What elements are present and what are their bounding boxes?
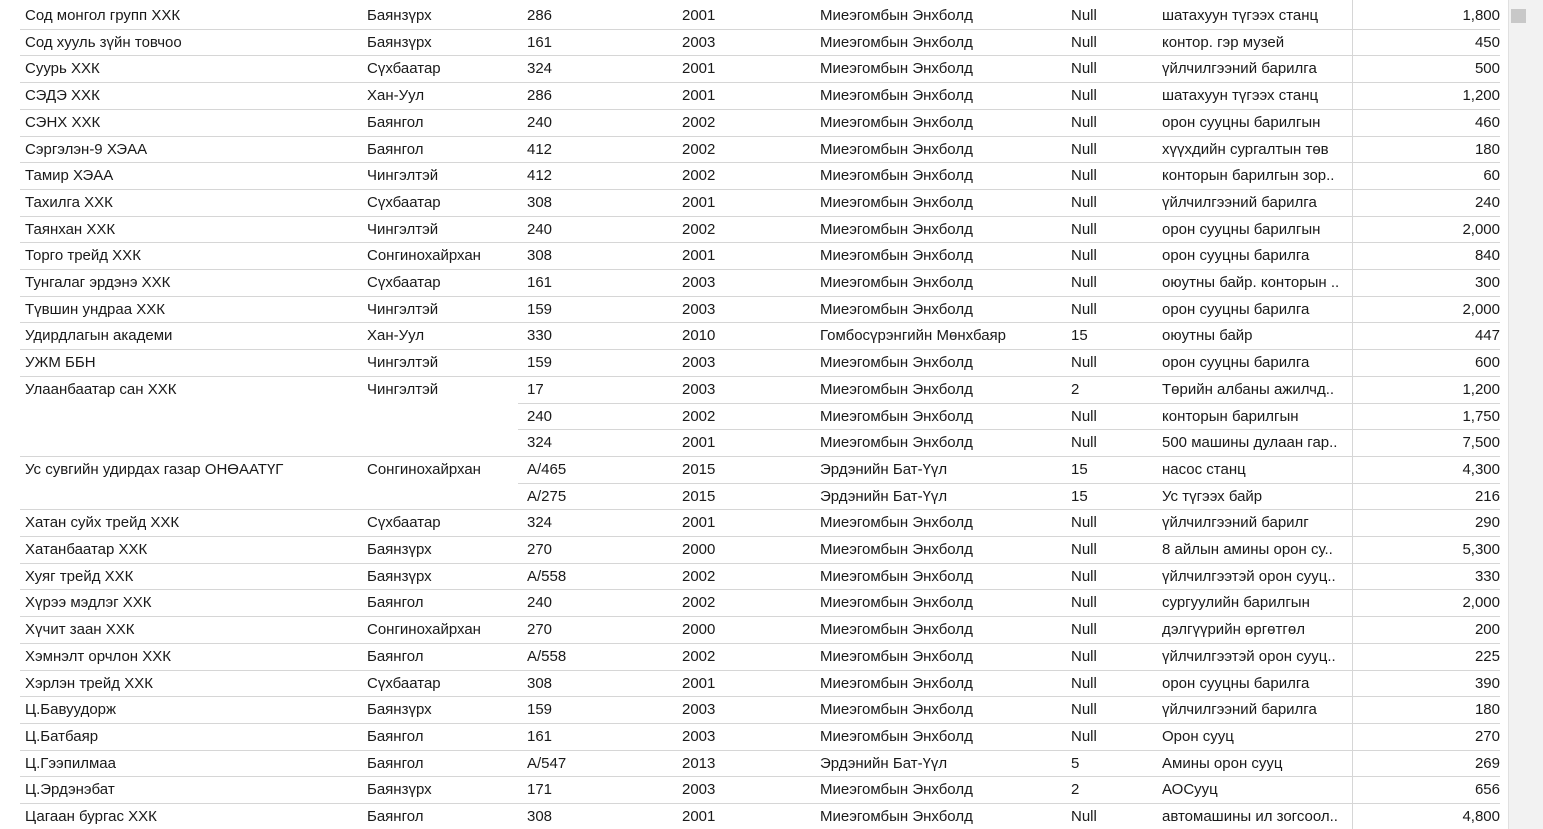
- company-name-cell[interactable]: Хэрлэн трейд ХХК: [25, 674, 153, 692]
- amount-cell[interactable]: 300: [1474, 274, 1500, 291]
- amount-cell[interactable]: 2,000: [1462, 594, 1500, 612]
- year-cell[interactable]: 2002: [682, 220, 716, 238]
- district-cell[interactable]: Баянгол: [367, 594, 424, 612]
- number-cell[interactable]: 17: [527, 380, 544, 398]
- amount-cell[interactable]: 330: [1474, 567, 1500, 585]
- description-cell[interactable]: насос станц: [1162, 460, 1246, 478]
- description-cell[interactable]: үйлчилгээний барилга: [1162, 701, 1317, 719]
- amount-cell[interactable]: 7,500: [1462, 434, 1500, 452]
- company-name-cell[interactable]: СЭДЭ ХХК: [25, 87, 100, 105]
- district-cell[interactable]: Сүхбаатар: [367, 514, 441, 532]
- description-cell[interactable]: шатахуун түгээх станц: [1162, 87, 1319, 105]
- description-cell[interactable]: орон сууцны барилга: [1162, 247, 1310, 265]
- person-cell[interactable]: Миеэгомбын Энхболд: [820, 727, 973, 745]
- description-cell[interactable]: үйлчилгээний барилга: [1162, 193, 1317, 211]
- number-cell[interactable]: 240: [527, 113, 553, 131]
- code-cell[interactable]: Null: [1071, 701, 1097, 719]
- person-cell[interactable]: Миеэгомбын Энхболд: [820, 594, 973, 612]
- person-cell[interactable]: Эрдэнийн Бат-Үүл: [820, 487, 948, 505]
- table-row[interactable]: [0, 564, 1508, 591]
- company-name-cell[interactable]: Түвшин ундраа ХХК: [25, 300, 165, 318]
- number-cell[interactable]: 240: [527, 594, 553, 612]
- amount-cell[interactable]: 180: [1474, 140, 1500, 158]
- district-cell[interactable]: Сүхбаатар: [367, 193, 441, 211]
- district-cell[interactable]: Баянгол: [367, 808, 424, 825]
- year-cell[interactable]: 2002: [682, 647, 716, 665]
- code-cell[interactable]: Null: [1071, 354, 1097, 372]
- code-cell[interactable]: Null: [1071, 727, 1097, 745]
- number-cell[interactable]: 286: [527, 87, 553, 105]
- person-cell[interactable]: Миеэгомбын Энхболд: [820, 140, 973, 158]
- company-name-cell[interactable]: Хуяг трейд ХХК: [25, 567, 134, 585]
- table-row[interactable]: [0, 671, 1508, 698]
- person-cell[interactable]: Миеэгомбын Энхболд: [820, 621, 973, 639]
- amount-cell[interactable]: 270: [1474, 727, 1500, 745]
- table-row[interactable]: [0, 270, 1508, 297]
- number-cell[interactable]: 159: [527, 300, 553, 318]
- number-cell[interactable]: А/558: [527, 567, 567, 585]
- amount-cell[interactable]: 200: [1474, 621, 1500, 639]
- number-cell[interactable]: 171: [527, 781, 553, 799]
- table-row[interactable]: [0, 697, 1508, 724]
- year-cell[interactable]: 2001: [682, 7, 716, 24]
- amount-cell[interactable]: 290: [1474, 514, 1500, 532]
- number-cell[interactable]: 240: [527, 220, 553, 238]
- number-cell[interactable]: 324: [527, 434, 553, 452]
- district-cell[interactable]: Баянзүрх: [367, 33, 432, 51]
- amount-cell[interactable]: 600: [1474, 354, 1500, 372]
- code-cell[interactable]: Null: [1071, 193, 1097, 211]
- amount-cell[interactable]: 1,750: [1462, 407, 1500, 425]
- number-cell[interactable]: А/465: [527, 460, 567, 478]
- person-cell[interactable]: Миеэгомбын Энхболд: [820, 274, 973, 291]
- amount-cell[interactable]: 390: [1474, 674, 1500, 692]
- year-cell[interactable]: 2010: [682, 327, 716, 345]
- table-row[interactable]: [0, 163, 1508, 190]
- code-cell[interactable]: Null: [1071, 140, 1097, 158]
- district-cell[interactable]: Баянзүрх: [367, 701, 432, 719]
- table-row[interactable]: [0, 350, 1508, 377]
- district-cell[interactable]: Баянзүрх: [367, 781, 432, 799]
- year-cell[interactable]: 2003: [682, 380, 716, 398]
- person-cell[interactable]: Эрдэнийн Бат-Үүл: [820, 754, 948, 772]
- company-name-cell[interactable]: Суурь ХХК: [25, 60, 100, 78]
- district-cell[interactable]: [367, 404, 517, 431]
- company-name-cell[interactable]: УЖМ ББН: [25, 354, 96, 372]
- person-cell[interactable]: Миеэгомбын Энхболд: [820, 514, 973, 532]
- year-cell[interactable]: 2001: [682, 247, 716, 265]
- amount-cell[interactable]: 216: [1474, 487, 1500, 505]
- company-name-cell[interactable]: Улаанбаатар сан ХХК: [25, 380, 177, 398]
- table-row[interactable]: [0, 777, 1508, 804]
- company-name-cell[interactable]: Хатанбаатар ХХК: [25, 541, 148, 558]
- company-name-cell[interactable]: Хүрээ мэдлэг ХХК: [25, 594, 152, 612]
- description-cell[interactable]: 8 айлын амины орон су..: [1162, 541, 1333, 558]
- number-cell[interactable]: 159: [527, 354, 553, 372]
- company-name-cell[interactable]: [25, 404, 360, 431]
- person-cell[interactable]: Миеэгомбын Энхболд: [820, 87, 973, 105]
- person-cell[interactable]: Миеэгомбын Энхболд: [820, 701, 973, 719]
- year-cell[interactable]: 2003: [682, 727, 716, 745]
- person-cell[interactable]: Миеэгомбын Энхболд: [820, 247, 973, 265]
- person-cell[interactable]: Миеэгомбын Энхболд: [820, 7, 973, 24]
- code-cell[interactable]: 2: [1071, 781, 1080, 799]
- company-name-cell[interactable]: Сод монгол групп ХХК: [25, 7, 181, 24]
- table-row[interactable]: [0, 137, 1508, 164]
- amount-cell[interactable]: 60: [1483, 167, 1500, 185]
- person-cell[interactable]: Миеэгомбын Энхболд: [820, 541, 973, 558]
- year-cell[interactable]: 2002: [682, 113, 716, 131]
- description-cell[interactable]: орон сууцны барилгын: [1162, 113, 1321, 131]
- amount-cell[interactable]: 269: [1474, 754, 1500, 772]
- person-cell[interactable]: Миеэгомбын Энхболд: [820, 434, 973, 452]
- description-cell[interactable]: орон сууцны барилга: [1162, 300, 1310, 318]
- year-cell[interactable]: 2013: [682, 754, 716, 772]
- company-name-cell[interactable]: [25, 430, 360, 457]
- amount-cell[interactable]: 2,000: [1462, 300, 1500, 318]
- code-cell[interactable]: Null: [1071, 274, 1097, 291]
- code-cell[interactable]: Null: [1071, 674, 1097, 692]
- person-cell[interactable]: Миеэгомбын Энхболд: [820, 674, 973, 692]
- company-name-cell[interactable]: Таянхан ХХК: [25, 220, 116, 238]
- company-name-cell[interactable]: Ц.Батбаяр: [25, 727, 99, 745]
- year-cell[interactable]: 2001: [682, 193, 716, 211]
- scrollbar-thumb[interactable]: [1511, 9, 1526, 23]
- description-cell[interactable]: оюутны байр. конторын ..: [1162, 274, 1340, 291]
- amount-cell[interactable]: 460: [1474, 113, 1500, 131]
- company-name-cell[interactable]: Цагаан бургас ХХК: [25, 808, 157, 825]
- table-row[interactable]: [0, 3, 1508, 30]
- code-cell[interactable]: 2: [1071, 380, 1080, 398]
- person-cell[interactable]: Миеэгомбын Энхболд: [820, 60, 973, 78]
- year-cell[interactable]: 2000: [682, 621, 716, 639]
- table-row[interactable]: [0, 323, 1508, 350]
- company-name-cell[interactable]: Ц.Эрдэнэбат: [25, 781, 115, 799]
- year-cell[interactable]: 2000: [682, 541, 716, 558]
- description-cell[interactable]: сургуулийн барилгын: [1162, 594, 1310, 612]
- company-name-cell[interactable]: Торго трейд ХХК: [25, 247, 141, 265]
- number-cell[interactable]: 412: [527, 167, 553, 185]
- year-cell[interactable]: 2001: [682, 674, 716, 692]
- company-name-cell[interactable]: Хэмнэлт орчлон ХХК: [25, 647, 172, 665]
- description-cell[interactable]: Төрийн албаны ажилчд..: [1162, 380, 1335, 398]
- year-cell[interactable]: 2001: [682, 87, 716, 105]
- person-cell[interactable]: Миеэгомбын Энхболд: [820, 33, 973, 51]
- district-cell[interactable]: Баянгол: [367, 727, 424, 745]
- person-cell[interactable]: Миеэгомбын Энхболд: [820, 567, 973, 585]
- year-cell[interactable]: 2003: [682, 781, 716, 799]
- number-cell[interactable]: 159: [527, 701, 553, 719]
- amount-cell[interactable]: 2,000: [1462, 220, 1500, 238]
- code-cell[interactable]: Null: [1071, 33, 1097, 51]
- description-cell[interactable]: үйлчилгээтэй орон сууц..: [1162, 567, 1336, 585]
- description-cell[interactable]: автомашины ил зогсоол..: [1162, 808, 1338, 825]
- code-cell[interactable]: Null: [1071, 567, 1097, 585]
- number-cell[interactable]: 330: [527, 327, 553, 345]
- code-cell[interactable]: Null: [1071, 647, 1097, 665]
- amount-cell[interactable]: 4,300: [1462, 460, 1500, 478]
- district-cell[interactable]: Хан-Уул: [367, 87, 425, 105]
- number-cell[interactable]: 240: [527, 407, 553, 425]
- description-cell[interactable]: Ус түгээх байр: [1162, 487, 1263, 505]
- table-row[interactable]: [0, 804, 1508, 829]
- number-cell[interactable]: 308: [527, 193, 553, 211]
- district-cell[interactable]: Чингэлтэй: [367, 167, 439, 185]
- table-row[interactable]: [0, 217, 1508, 244]
- table-row[interactable]: [0, 56, 1508, 83]
- number-cell[interactable]: 286: [527, 7, 553, 24]
- number-cell[interactable]: А/275: [527, 487, 567, 505]
- code-cell[interactable]: Null: [1071, 541, 1097, 558]
- table-row[interactable]: [0, 537, 1508, 564]
- district-cell[interactable]: Баянгол: [367, 754, 424, 772]
- table-row[interactable]: [0, 30, 1508, 57]
- description-cell[interactable]: дэлгүүрийн өргөтгөл: [1162, 621, 1305, 639]
- table-row[interactable]: [0, 190, 1508, 217]
- number-cell[interactable]: 270: [527, 541, 553, 558]
- person-cell[interactable]: Миеэгомбын Энхболд: [820, 193, 973, 211]
- code-cell[interactable]: 15: [1071, 327, 1088, 345]
- district-cell[interactable]: Баянгол: [367, 113, 424, 131]
- year-cell[interactable]: 2003: [682, 274, 716, 291]
- amount-cell[interactable]: 5,300: [1462, 541, 1500, 558]
- district-cell[interactable]: Чингэлтэй: [367, 220, 439, 238]
- amount-cell[interactable]: 656: [1474, 781, 1500, 799]
- number-cell[interactable]: 308: [527, 247, 553, 265]
- amount-cell[interactable]: 225: [1474, 647, 1500, 665]
- amount-cell[interactable]: 4,800: [1462, 808, 1500, 825]
- description-cell[interactable]: хүүхдийн сургалтын төв: [1162, 140, 1329, 158]
- year-cell[interactable]: 2003: [682, 33, 716, 51]
- year-cell[interactable]: 2001: [682, 60, 716, 78]
- year-cell[interactable]: 2015: [682, 460, 716, 478]
- table-row[interactable]: [0, 724, 1508, 751]
- table-row[interactable]: [0, 83, 1508, 110]
- code-cell[interactable]: Null: [1071, 407, 1097, 425]
- table-row[interactable]: [0, 644, 1508, 671]
- amount-cell[interactable]: 240: [1474, 193, 1500, 211]
- table-row[interactable]: [0, 430, 1508, 457]
- code-cell[interactable]: Null: [1071, 167, 1097, 185]
- code-cell[interactable]: Null: [1071, 7, 1097, 24]
- company-name-cell[interactable]: СЭНХ ХХК: [25, 113, 101, 131]
- district-cell[interactable]: Сонгинохайрхан: [367, 247, 481, 265]
- description-cell[interactable]: орон сууцны барилгын: [1162, 220, 1321, 238]
- district-cell[interactable]: Сонгинохайрхан: [367, 460, 481, 478]
- number-cell[interactable]: А/547: [527, 754, 567, 772]
- code-cell[interactable]: Null: [1071, 594, 1097, 612]
- table-row[interactable]: [0, 484, 1508, 511]
- year-cell[interactable]: 2002: [682, 407, 716, 425]
- year-cell[interactable]: 2002: [682, 167, 716, 185]
- column-divider: [1352, 0, 1353, 829]
- year-cell[interactable]: 2001: [682, 434, 716, 452]
- person-cell[interactable]: Эрдэнийн Бат-Үүл: [820, 460, 948, 478]
- number-cell[interactable]: 324: [527, 60, 553, 78]
- company-name-cell[interactable]: Тахилга ХХК: [25, 193, 113, 211]
- description-cell[interactable]: Орон сууц: [1162, 727, 1234, 745]
- district-cell[interactable]: Баянзүрх: [367, 7, 432, 24]
- company-name-cell[interactable]: Хатан суйх трейд ХХК: [25, 514, 180, 532]
- code-cell[interactable]: Null: [1071, 113, 1097, 131]
- person-cell[interactable]: Миеэгомбын Энхболд: [820, 781, 973, 799]
- amount-cell[interactable]: 1,200: [1462, 380, 1500, 398]
- table-row[interactable]: [0, 110, 1508, 137]
- district-cell[interactable]: Чингэлтэй: [367, 380, 439, 398]
- description-cell[interactable]: үйлчилгээний барилга: [1162, 60, 1317, 78]
- number-cell[interactable]: 270: [527, 621, 553, 639]
- person-cell[interactable]: Гомбосүрэнгийн Мөнхбаяр: [820, 327, 1007, 345]
- description-cell[interactable]: 500 машины дулаан гар..: [1162, 434, 1338, 452]
- district-cell[interactable]: Хан-Уул: [367, 327, 425, 345]
- table-row[interactable]: [0, 590, 1508, 617]
- description-cell[interactable]: үйлчилгээний барилг: [1162, 514, 1309, 532]
- number-cell[interactable]: 308: [527, 808, 553, 825]
- year-cell[interactable]: 2002: [682, 594, 716, 612]
- code-cell[interactable]: Null: [1071, 87, 1097, 105]
- company-name-cell[interactable]: Сод хууль зүйн товчоо: [25, 33, 182, 51]
- table-row[interactable]: [0, 510, 1508, 537]
- person-cell[interactable]: Миеэгомбын Энхболд: [820, 647, 973, 665]
- description-cell[interactable]: конторын барилгын зор..: [1162, 167, 1335, 185]
- company-name-cell[interactable]: Ус сувгийн удирдах газар ОНӨААТҮГ: [25, 460, 284, 478]
- code-cell[interactable]: Null: [1071, 514, 1097, 532]
- amount-cell[interactable]: 447: [1474, 327, 1500, 345]
- company-name-cell[interactable]: Тунгалаг эрдэнэ ХХК: [25, 274, 171, 291]
- amount-cell[interactable]: 180: [1474, 701, 1500, 719]
- description-cell[interactable]: үйлчилгээтэй орон сууц..: [1162, 647, 1336, 665]
- district-cell[interactable]: Баянзүрх: [367, 567, 432, 585]
- code-cell[interactable]: 15: [1071, 487, 1088, 505]
- person-cell[interactable]: Миеэгомбын Энхболд: [820, 354, 973, 372]
- company-name-cell[interactable]: Ц.Гээпилмаа: [25, 754, 116, 772]
- code-cell[interactable]: Null: [1071, 300, 1097, 318]
- district-cell[interactable]: Баянгол: [367, 140, 424, 158]
- number-cell[interactable]: 324: [527, 514, 553, 532]
- district-cell[interactable]: Сүхбаатар: [367, 60, 441, 78]
- district-cell[interactable]: [367, 484, 517, 511]
- code-cell[interactable]: Null: [1071, 808, 1097, 825]
- description-cell[interactable]: орон сууцны барилга: [1162, 674, 1310, 692]
- district-cell[interactable]: Чингэлтэй: [367, 300, 439, 318]
- description-cell[interactable]: орон сууцны барилга: [1162, 354, 1310, 372]
- code-cell[interactable]: 5: [1071, 754, 1080, 772]
- company-name-cell[interactable]: Ц.Бавуудорж: [25, 701, 117, 719]
- year-cell[interactable]: 2003: [682, 300, 716, 318]
- table-row[interactable]: [0, 457, 1508, 484]
- company-name-cell[interactable]: Тамир ХЭАА: [25, 167, 114, 185]
- person-cell[interactable]: Миеэгомбын Энхболд: [820, 380, 973, 398]
- description-cell[interactable]: конторын барилгын: [1162, 407, 1299, 425]
- year-cell[interactable]: 2003: [682, 354, 716, 372]
- district-cell[interactable]: Баянгол: [367, 647, 424, 665]
- description-cell[interactable]: оюутны байр: [1162, 327, 1253, 345]
- code-cell[interactable]: Null: [1071, 621, 1097, 639]
- table-row[interactable]: [0, 297, 1508, 324]
- amount-cell[interactable]: 450: [1474, 33, 1500, 51]
- person-cell[interactable]: Миеэгомбын Энхболд: [820, 300, 973, 318]
- number-cell[interactable]: 161: [527, 33, 553, 51]
- district-cell[interactable]: Сонгинохайрхан: [367, 621, 481, 639]
- table-row[interactable]: [0, 751, 1508, 778]
- code-cell[interactable]: Null: [1071, 247, 1097, 265]
- year-cell[interactable]: 2002: [682, 140, 716, 158]
- code-cell[interactable]: Null: [1071, 220, 1097, 238]
- company-name-cell[interactable]: Удирдлагын академи: [25, 327, 173, 345]
- amount-cell[interactable]: 1,800: [1462, 7, 1500, 24]
- code-cell[interactable]: Null: [1071, 60, 1097, 78]
- year-cell[interactable]: 2003: [682, 701, 716, 719]
- company-name-cell[interactable]: Сэргэлэн-9 ХЭАА: [25, 140, 148, 158]
- number-cell[interactable]: 161: [527, 274, 553, 291]
- description-cell[interactable]: шатахуун түгээх станц: [1162, 7, 1319, 24]
- table-row[interactable]: [0, 243, 1508, 270]
- company-name-cell[interactable]: Хүчит заан ХХК: [25, 621, 135, 639]
- year-cell[interactable]: 2001: [682, 514, 716, 532]
- code-cell[interactable]: Null: [1071, 434, 1097, 452]
- year-cell[interactable]: 2015: [682, 487, 716, 505]
- amount-cell[interactable]: 500: [1474, 60, 1500, 78]
- table-row[interactable]: [0, 617, 1508, 644]
- description-cell[interactable]: Амины орон сууц: [1162, 754, 1283, 772]
- description-cell[interactable]: АОСууц: [1162, 781, 1218, 799]
- person-cell[interactable]: Миеэгомбын Энхболд: [820, 167, 973, 185]
- amount-cell[interactable]: 840: [1474, 247, 1500, 265]
- person-cell[interactable]: Миеэгомбын Энхболд: [820, 220, 973, 238]
- table-row[interactable]: [0, 404, 1508, 431]
- district-cell[interactable]: Сүхбаатар: [367, 674, 441, 692]
- company-name-cell[interactable]: [25, 484, 360, 511]
- amount-cell[interactable]: 1,200: [1462, 87, 1500, 105]
- district-cell[interactable]: Сүхбаатар: [367, 274, 441, 291]
- number-cell[interactable]: 308: [527, 674, 553, 692]
- number-cell[interactable]: 412: [527, 140, 553, 158]
- number-cell[interactable]: А/558: [527, 647, 567, 665]
- person-cell[interactable]: Миеэгомбын Энхболд: [820, 808, 973, 825]
- code-cell[interactable]: 15: [1071, 460, 1088, 478]
- vertical-scrollbar[interactable]: [1508, 0, 1543, 829]
- district-cell[interactable]: Чингэлтэй: [367, 354, 439, 372]
- district-cell[interactable]: Баянзүрх: [367, 541, 432, 558]
- district-cell[interactable]: [367, 430, 517, 457]
- number-cell[interactable]: 161: [527, 727, 553, 745]
- year-cell[interactable]: 2002: [682, 567, 716, 585]
- year-cell[interactable]: 2001: [682, 808, 716, 825]
- person-cell[interactable]: Миеэгомбын Энхболд: [820, 113, 973, 131]
- table-row[interactable]: [0, 377, 1508, 404]
- person-cell[interactable]: Миеэгомбын Энхболд: [820, 407, 973, 425]
- description-cell[interactable]: контор. гэр музей: [1162, 33, 1285, 51]
